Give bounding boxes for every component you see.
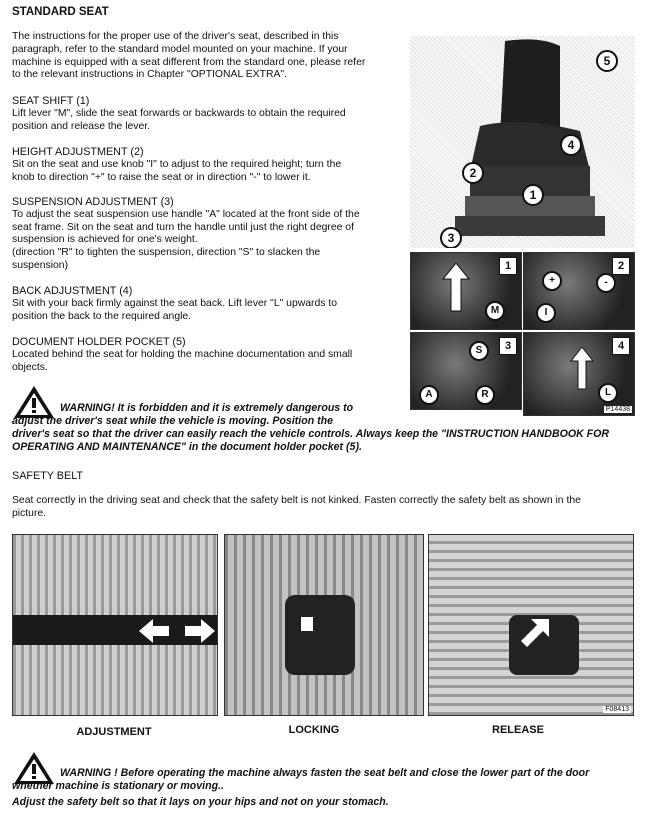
- section-title-safety-belt: SAFETY BELT: [12, 470, 84, 482]
- label-I: I: [536, 303, 556, 323]
- left-arrow-icon: [139, 619, 169, 643]
- warning2-line-1: WARNING ! Before operating the machine always fasten the seat belt and close the lower part of the door: [60, 767, 590, 779]
- page-title: STANDARD SEAT: [12, 6, 109, 18]
- label-A: A: [419, 385, 439, 405]
- photo-locking: [224, 534, 424, 716]
- label-M: M: [485, 301, 505, 321]
- section-document-holder: DOCUMENT HOLDER POCKET (5) Located behind the seat for holding the machine documentation and small objects.: [12, 336, 353, 373]
- panel-number: 3: [499, 337, 517, 355]
- panel-number: 2: [612, 257, 630, 275]
- caption-release: RELEASE: [492, 724, 544, 736]
- warning-line-4: OPERATING AND MAINTENANCE" in the document holder pocket (5).: [12, 441, 362, 453]
- figure-code: F08413: [605, 706, 629, 713]
- label-R: R: [475, 385, 495, 405]
- panel-number: 4: [612, 337, 630, 355]
- detail-panel-1: [410, 252, 522, 330]
- up-arrow-icon: [441, 263, 471, 313]
- section-back-adjustment: BACK ADJUSTMENT (4) Sit with your back firmly against the seat back. Lift lever "L" upwards to position the back to the required angle.: [12, 285, 338, 322]
- callout-1: 1: [522, 184, 544, 206]
- callout-4: 4: [560, 134, 582, 156]
- panel-number: 1: [499, 257, 517, 275]
- warning-line-2: adjust the driver's seat while the vehicle is moving. Position the: [12, 415, 334, 427]
- photo-release: [428, 534, 634, 716]
- section-heading: SUSPENSION ADJUSTMENT (3): [12, 196, 174, 208]
- section-seat-shift: SEAT SHIFT (1) Lift lever "M", slide the seat forwards or backwards to obtain the required position and release the lever.: [12, 95, 346, 132]
- section-suspension-adjustment: SUSPENSION ADJUSTMENT (3) To adjust the seat suspension use handle "A" located at the front side of the seat frame. Sit on the seat and turn the handle until just the right degree of suspension is achieved for one's weight. (direction "R" to tighten the suspension, direction "S" to slacken the suspension): [12, 196, 360, 271]
- warning-line-3: driver's seat so that the driver can easily reach the vehicle controls. Always keep the "INSTRUCTION HANDBOOK FOR: [12, 428, 610, 440]
- seat-illustration: [410, 36, 635, 248]
- diagonal-arrow-icon: [517, 615, 553, 651]
- figure-code: P14438: [605, 406, 630, 413]
- label-minus: -: [596, 273, 616, 293]
- buckle-slot: [301, 617, 313, 631]
- label-S: S: [469, 341, 489, 361]
- label-plus: +: [542, 271, 562, 291]
- warning-line-1: WARNING! It is forbidden and it is extremely dangerous to: [60, 402, 354, 414]
- callout-3: 3: [440, 227, 462, 248]
- up-arrow-icon: [570, 347, 594, 391]
- section-height-adjustment: HEIGHT ADJUSTMENT (2) Sit on the seat and use knob "I" to adjust to the required height; turn the knob to direction "+" to raise the seat or in direction "-" to lower it.: [12, 146, 342, 183]
- caption-adjustment: ADJUSTMENT: [76, 726, 152, 738]
- label-L: L: [598, 383, 618, 403]
- intro-paragraph: The instructions for the proper use of the driver's seat, described in this paragraph, refer to the standard model mounted on your machine. If your machine is equipped with a seat different from the standard one, please refer to the relevant instructions in Chapter "OPTIONAL EXTRA".: [12, 31, 366, 81]
- callout-5: 5: [596, 50, 618, 72]
- section-heading: HEIGHT ADJUSTMENT (2): [12, 146, 144, 158]
- detail-panel-4: [523, 332, 635, 416]
- section-heading: BACK ADJUSTMENT (4): [12, 285, 133, 297]
- detail-panel-3: [410, 332, 522, 410]
- caption-locking: LOCKING: [288, 724, 340, 736]
- right-arrow-icon: [185, 619, 215, 643]
- callout-2: 2: [462, 162, 484, 184]
- warning2-line-3: Adjust the safety belt so that it lays on your hips and not on your stomach.: [12, 796, 389, 808]
- warning2-line-2: whether machine is stationary or moving..: [12, 780, 224, 792]
- detail-panel-2: [523, 252, 635, 330]
- photo-adjustment: [12, 534, 218, 716]
- section-heading: DOCUMENT HOLDER POCKET (5): [12, 336, 186, 348]
- safety-belt-paragraph: Seat correctly in the driving seat and check that the safety belt is not kinked. Fasten correctly the safety belt as shown in the picture.: [12, 495, 581, 519]
- section-heading: SEAT SHIFT (1): [12, 95, 90, 107]
- buckle: [285, 595, 355, 675]
